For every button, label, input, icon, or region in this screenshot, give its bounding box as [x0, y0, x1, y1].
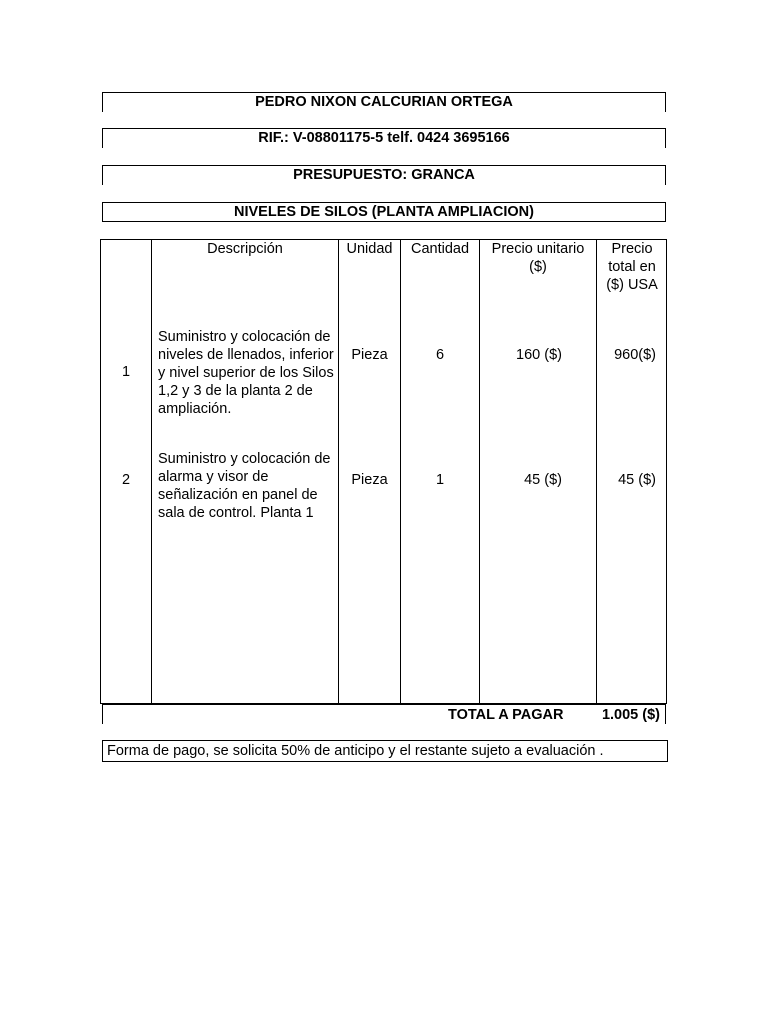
- column-header-total-price: Precio total en ($) USA: [606, 241, 658, 293]
- row-1-description: Suministro y colocación de niveles de llenados, inferior y nivel superior de los Silos 1,2 y 3 de la planta 2 de ampliación.: [158, 329, 334, 417]
- row-2-unit: Pieza: [351, 472, 388, 488]
- header-subject: NIVELES DE SILOS (PLANTA AMPLIACION): [102, 202, 666, 222]
- row-2-total-price: 45 ($): [618, 472, 656, 488]
- payment-note: Forma de pago, se solicita 50% de anticipo y el restante sujeto a evaluación .: [102, 740, 668, 762]
- column-header-unit: Unidad: [346, 241, 393, 257]
- budget-table: [100, 239, 667, 704]
- row-1-unit: Pieza: [351, 347, 388, 363]
- total-value: 1.005 ($): [601, 707, 660, 723]
- row-1-total-price: 960($): [614, 347, 656, 363]
- row-2-number: 2: [121, 472, 131, 488]
- column-header-quantity: Cantidad: [410, 241, 470, 257]
- column-divider: [151, 240, 152, 703]
- row-2-unit-price: 45 ($): [524, 472, 562, 488]
- total-label: TOTAL A PAGAR: [448, 707, 564, 723]
- column-header-unit-price: Precio unitario ($): [491, 241, 585, 275]
- row-1-number: 1: [121, 364, 131, 380]
- row-2-description: Suministro y colocación de alarma y visor de señalización en panel de sala de control. Planta 1: [158, 451, 331, 521]
- header-name: PEDRO NIXON CALCURIAN ORTEGA: [102, 92, 666, 112]
- row-2-quantity: 1: [435, 472, 445, 488]
- column-header-description: Descripción: [207, 241, 283, 257]
- row-1-quantity: 6: [435, 347, 445, 363]
- header-rif: RIF.: V-08801175-5 telf. 0424 3695166: [102, 128, 666, 148]
- total-row: [102, 703, 666, 724]
- header-budget: PRESUPUESTO: GRANCA: [102, 165, 666, 185]
- row-1-unit-price: 160 ($): [516, 347, 562, 363]
